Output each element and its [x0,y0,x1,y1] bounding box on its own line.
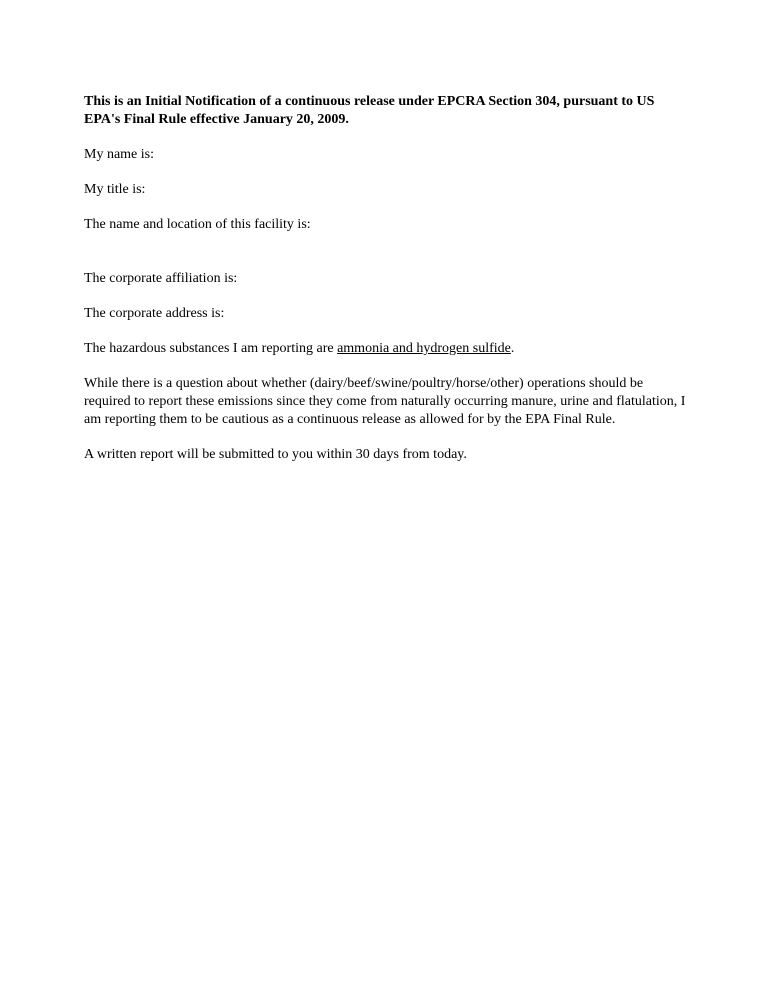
substances-value: ammonia and hydrogen sulfide [337,341,511,356]
address-line: The corporate address is: [84,306,225,321]
title-line: My title is: [84,182,146,197]
affiliation-line: The corporate affiliation is: [84,271,238,286]
substances-suffix: . [510,341,515,356]
substances-line [84,340,688,358]
facility-line: The name and location of this facility is: [84,217,311,232]
notification-heading: This is an Initial Notification of a continuous release under EPCRA Section 304, pursuant to US EPA's Final Rule effective January 20, 2009. [84,94,655,127]
closing-line: A written report will be submitted to you within 30 days from today. [84,447,467,462]
substances-prefix: The hazardous substances I am reporting are [84,341,338,356]
explanation-paragraph: While there is a question about whether (dairy/beef/swine/poultry/horse/other) operations should be required to report these emissions since they come from naturally occurring manure, urine and flatulation, I am reporting them to be cautious as a continuous release as allowed for by the EPA Final Rule. [84,376,686,427]
name-line: My name is: [84,147,154,162]
document-body [84,93,688,481]
